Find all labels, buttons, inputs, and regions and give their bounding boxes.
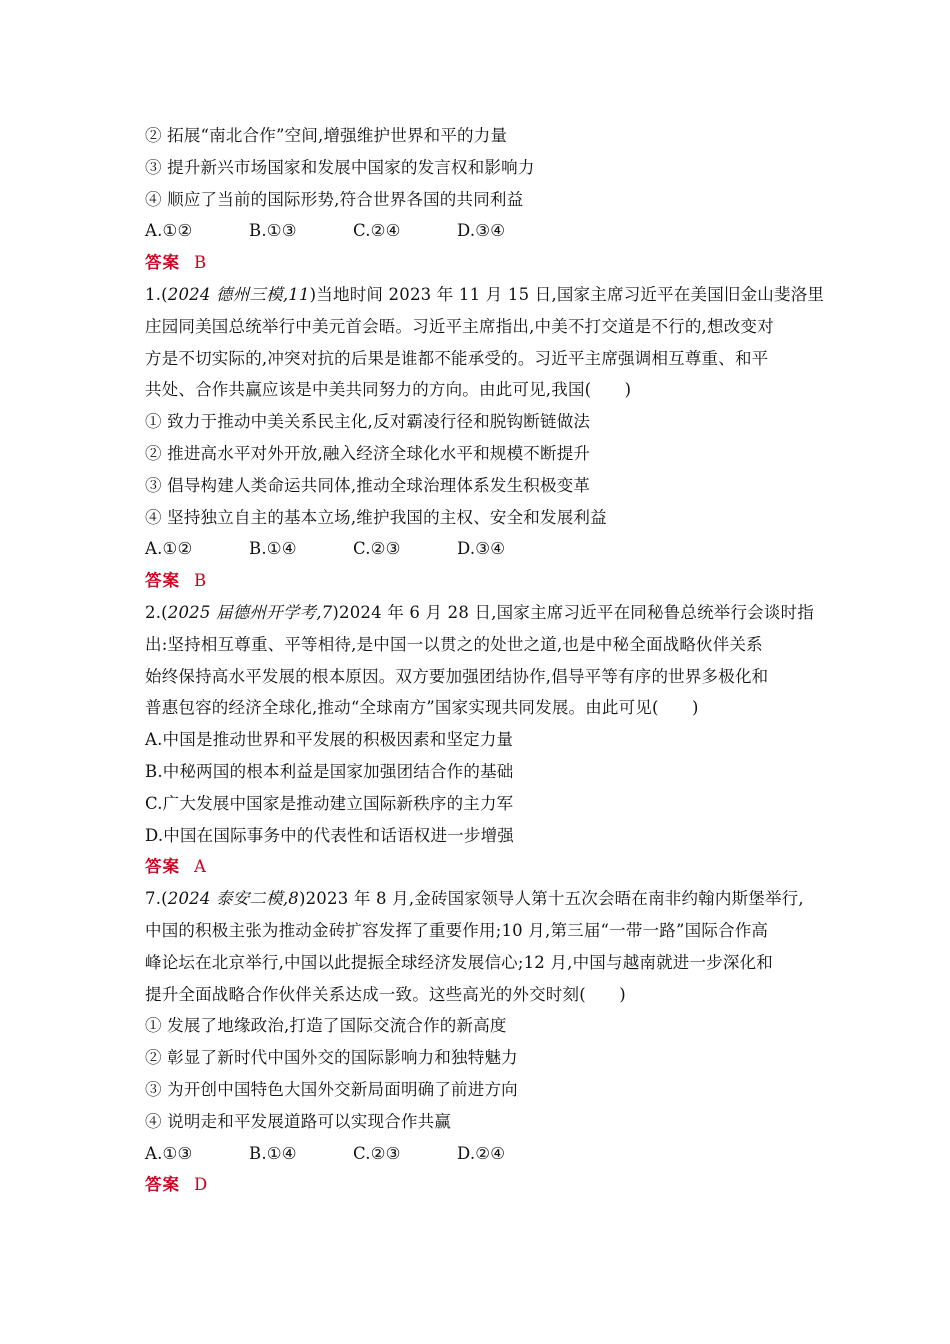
option-row xyxy=(145,1138,815,1170)
answer-line xyxy=(145,565,815,597)
question-stem-line: 提升全面战略合作伙伴关系达成一致。这些高光的外交时刻( ) xyxy=(145,984,626,1004)
answer-line xyxy=(145,851,815,883)
answer-label: 答案 xyxy=(145,571,180,591)
statement-item: ① 致力于推动中美关系民主化,反对霸凌行径和脱钩断链做法 xyxy=(145,412,591,432)
question-source: 2025 届德州开学考,7 xyxy=(167,602,333,622)
statement-item: ③ 提升新兴市场国家和发展中国家的发言权和影响力 xyxy=(145,157,535,177)
answer-label: 答案 xyxy=(145,857,180,877)
question-stem-line xyxy=(145,883,815,915)
question-number: 1.( xyxy=(145,284,168,304)
question-stem-line: 出:坚持相互尊重、平等相待,是中国一以贯之的处世之道,也是中秘全面战略伙伴关系 xyxy=(145,634,763,654)
answer-value: B xyxy=(194,571,207,591)
question-source: 2024 德州三模,11 xyxy=(167,284,310,304)
option-row xyxy=(145,215,815,247)
answer-value: D xyxy=(194,1175,208,1195)
choice-item: A.中国是推动世界和平发展的积极因素和坚定力量 xyxy=(145,730,514,750)
statement-item: ③ 为开创中国特色大国外交新局面明确了前进方向 xyxy=(145,1079,518,1099)
question-source: 2024 泰安二模,8 xyxy=(167,889,299,909)
statement-item: ② 推进高水平对外开放,融入经济全球化水平和规模不断提升 xyxy=(145,443,591,463)
answer-value: A xyxy=(194,857,207,877)
choice-item: C.广大发展中国家是推动建立国际新秩序的主力军 xyxy=(145,793,514,813)
answer-label: 答案 xyxy=(145,1175,180,1195)
option: D.③④ xyxy=(457,221,506,241)
question-stem-line: 共处、合作共赢应该是中美共同努力的方向。由此可见,我国( ) xyxy=(145,380,632,400)
statement-item: ② 彰显了新时代中国外交的国际影响力和独特魅力 xyxy=(145,1048,518,1068)
statement-item: ③ 倡导构建人类命运共同体,推动全球治理体系发生积极变革 xyxy=(145,475,591,495)
answer-value: B xyxy=(194,253,207,273)
option: B.①④ xyxy=(249,1143,297,1163)
answer-line xyxy=(145,247,815,279)
option: A.①② xyxy=(145,221,193,241)
choice-item: D.中国在国际事务中的代表性和话语权进一步增强 xyxy=(145,825,514,845)
option: C.②③ xyxy=(353,1143,401,1163)
statement-item: ① 发展了地缘政治,打造了国际交流合作的新高度 xyxy=(145,1016,507,1036)
option-row xyxy=(145,533,815,565)
option: B.①④ xyxy=(249,539,297,559)
option: A.①③ xyxy=(145,1143,193,1163)
question-stem-line: 庄园同美国总统举行中美元首会晤。习近平主席指出,中美不打交道是不行的,想改变对 xyxy=(145,316,774,336)
statement-item: ④ 坚持独立自主的基本立场,维护我国的主权、安全和发展利益 xyxy=(145,507,607,527)
option: C.②③ xyxy=(353,539,401,559)
page-content xyxy=(145,120,825,1201)
option: D.③④ xyxy=(457,539,506,559)
choice-item: B.中秘两国的根本利益是国家加强团结合作的基础 xyxy=(145,761,514,781)
option: C.②④ xyxy=(353,221,401,241)
question-number: 2.( xyxy=(145,602,168,622)
question-stem-line: 中国的积极主张为推动金砖扩容发挥了重要作用;10 月,第三届“一带一路”国际合作高 xyxy=(145,920,769,940)
question-stem-text: )2023 年 8 月,金砖国家领导人第十五次会晤在南非约翰内斯堡举行, xyxy=(298,889,804,909)
question-stem-line: 峰论坛在北京举行,中国以此提振全球经济发展信心;12 月,中国与越南就进一步深化和 xyxy=(145,952,773,972)
question-stem-line xyxy=(145,279,825,311)
question-stem-text: )当地时间 2023 年 11 月 15 日,国家主席习近平在美国旧金山斐洛里 xyxy=(309,284,825,304)
question-stem-line: 始终保持高水平发展的根本原因。双方要加强团结协作,倡导平等有序的世界多极化和 xyxy=(145,666,769,686)
question-stem-line xyxy=(145,597,815,629)
statement-item: ② 拓展“南北合作”空间,增强维护世界和平的力量 xyxy=(145,126,508,145)
question-number: 7.( xyxy=(145,889,168,909)
answer-label: 答案 xyxy=(145,253,180,273)
statement-item: ④ 说明走和平发展道路可以实现合作共赢 xyxy=(145,1111,452,1131)
option: D.②④ xyxy=(457,1143,506,1163)
answer-line xyxy=(145,1169,815,1201)
option: A.①② xyxy=(145,539,193,559)
question-stem-text: )2024 年 6 月 28 日,国家主席习近平在同秘鲁总统举行会谈时指 xyxy=(332,602,814,622)
option: B.①③ xyxy=(249,221,297,241)
question-stem-line: 方是不切实际的,冲突对抗的后果是谁都不能承受的。习近平主席强调相互尊重、和平 xyxy=(145,348,769,368)
question-stem-line: 普惠包容的经济全球化,推动“全球南方”国家实现共同发展。由此可见( ) xyxy=(145,698,699,718)
statement-item: ④ 顺应了当前的国际形势,符合世界各国的共同利益 xyxy=(145,189,524,209)
